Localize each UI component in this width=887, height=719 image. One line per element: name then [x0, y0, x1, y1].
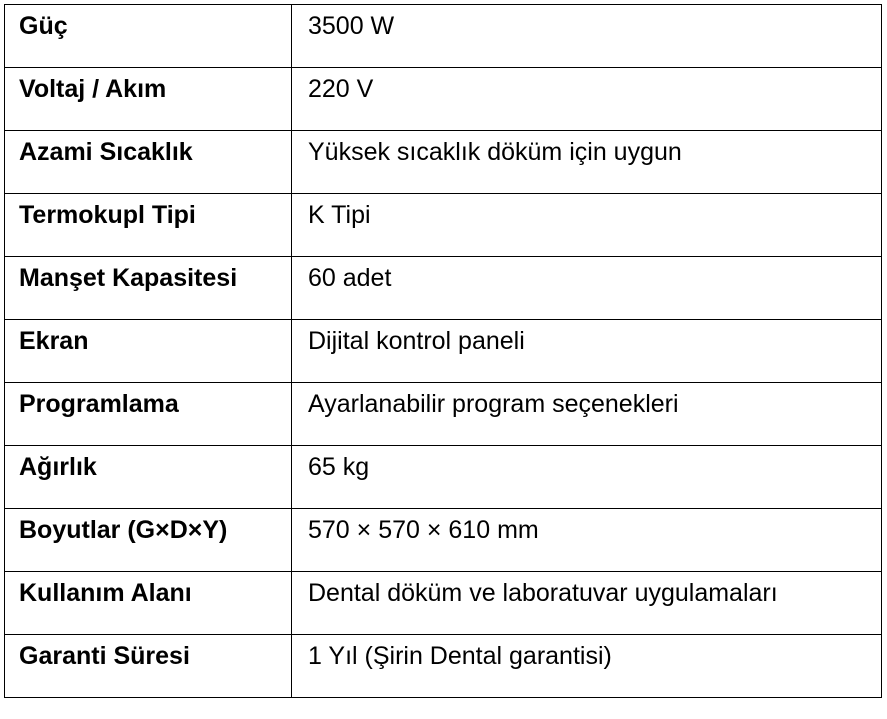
spec-label-cell — [5, 68, 292, 131]
spec-value: 60 adet — [308, 264, 392, 292]
table-row — [5, 572, 882, 635]
table-row — [5, 635, 882, 698]
spec-label-cell — [5, 635, 292, 698]
spec-value: 65 kg — [308, 453, 370, 481]
spec-value-cell — [292, 509, 882, 572]
spec-value: 220 V — [308, 75, 374, 103]
spec-label: Manşet Kapasitesi — [19, 264, 238, 292]
spec-value-cell — [292, 635, 882, 698]
spec-label-cell — [5, 509, 292, 572]
spec-label: Güç — [19, 12, 68, 40]
spec-value: 570 × 570 × 610 mm — [308, 516, 539, 544]
spec-label-cell — [5, 383, 292, 446]
spec-label: Boyutlar (G×D×Y) — [19, 516, 228, 544]
table-row — [5, 509, 882, 572]
spec-label: Azami Sıcaklık — [19, 138, 193, 166]
table-row — [5, 257, 882, 320]
table-row — [5, 320, 882, 383]
spec-value-cell — [292, 131, 882, 194]
table-row — [5, 131, 882, 194]
spec-label: Kullanım Alanı — [19, 579, 192, 607]
spec-value-cell — [292, 320, 882, 383]
spec-value: Ayarlanabilir program seçenekleri — [308, 390, 679, 418]
spec-label: Ekran — [19, 327, 89, 355]
table-row — [5, 194, 882, 257]
spec-value: K Tipi — [308, 201, 371, 229]
spec-value: 1 Yıl (Şirin Dental garantisi) — [308, 642, 612, 670]
table-row — [5, 446, 882, 509]
spec-value: Yüksek sıcaklık döküm için uygun — [308, 138, 682, 166]
spec-label-cell — [5, 320, 292, 383]
table-row — [5, 383, 882, 446]
spec-label-cell — [5, 194, 292, 257]
specifications-table — [4, 4, 882, 698]
spec-value-cell — [292, 383, 882, 446]
spec-label: Voltaj / Akım — [19, 75, 167, 103]
spec-label: Termokupl Tipi — [19, 201, 196, 229]
spec-value: Dental döküm ve laboratuvar uygulamaları — [308, 579, 778, 607]
spec-value-cell — [292, 194, 882, 257]
spec-label-cell — [5, 572, 292, 635]
table-row — [5, 68, 882, 131]
spec-label-cell — [5, 446, 292, 509]
spec-label-cell — [5, 131, 292, 194]
spec-label-cell — [5, 5, 292, 68]
spec-label: Programlama — [19, 390, 179, 418]
spec-value-cell — [292, 257, 882, 320]
spec-value-cell — [292, 446, 882, 509]
spec-value-cell — [292, 68, 882, 131]
spec-label-cell — [5, 257, 292, 320]
spec-value-cell — [292, 5, 882, 68]
spec-value: 3500 W — [308, 12, 395, 40]
spec-label: Garanti Süresi — [19, 642, 190, 670]
spec-value: Dijital kontrol paneli — [308, 327, 525, 355]
spec-label: Ağırlık — [19, 453, 97, 481]
table-row — [5, 5, 882, 68]
spec-value-cell — [292, 572, 882, 635]
